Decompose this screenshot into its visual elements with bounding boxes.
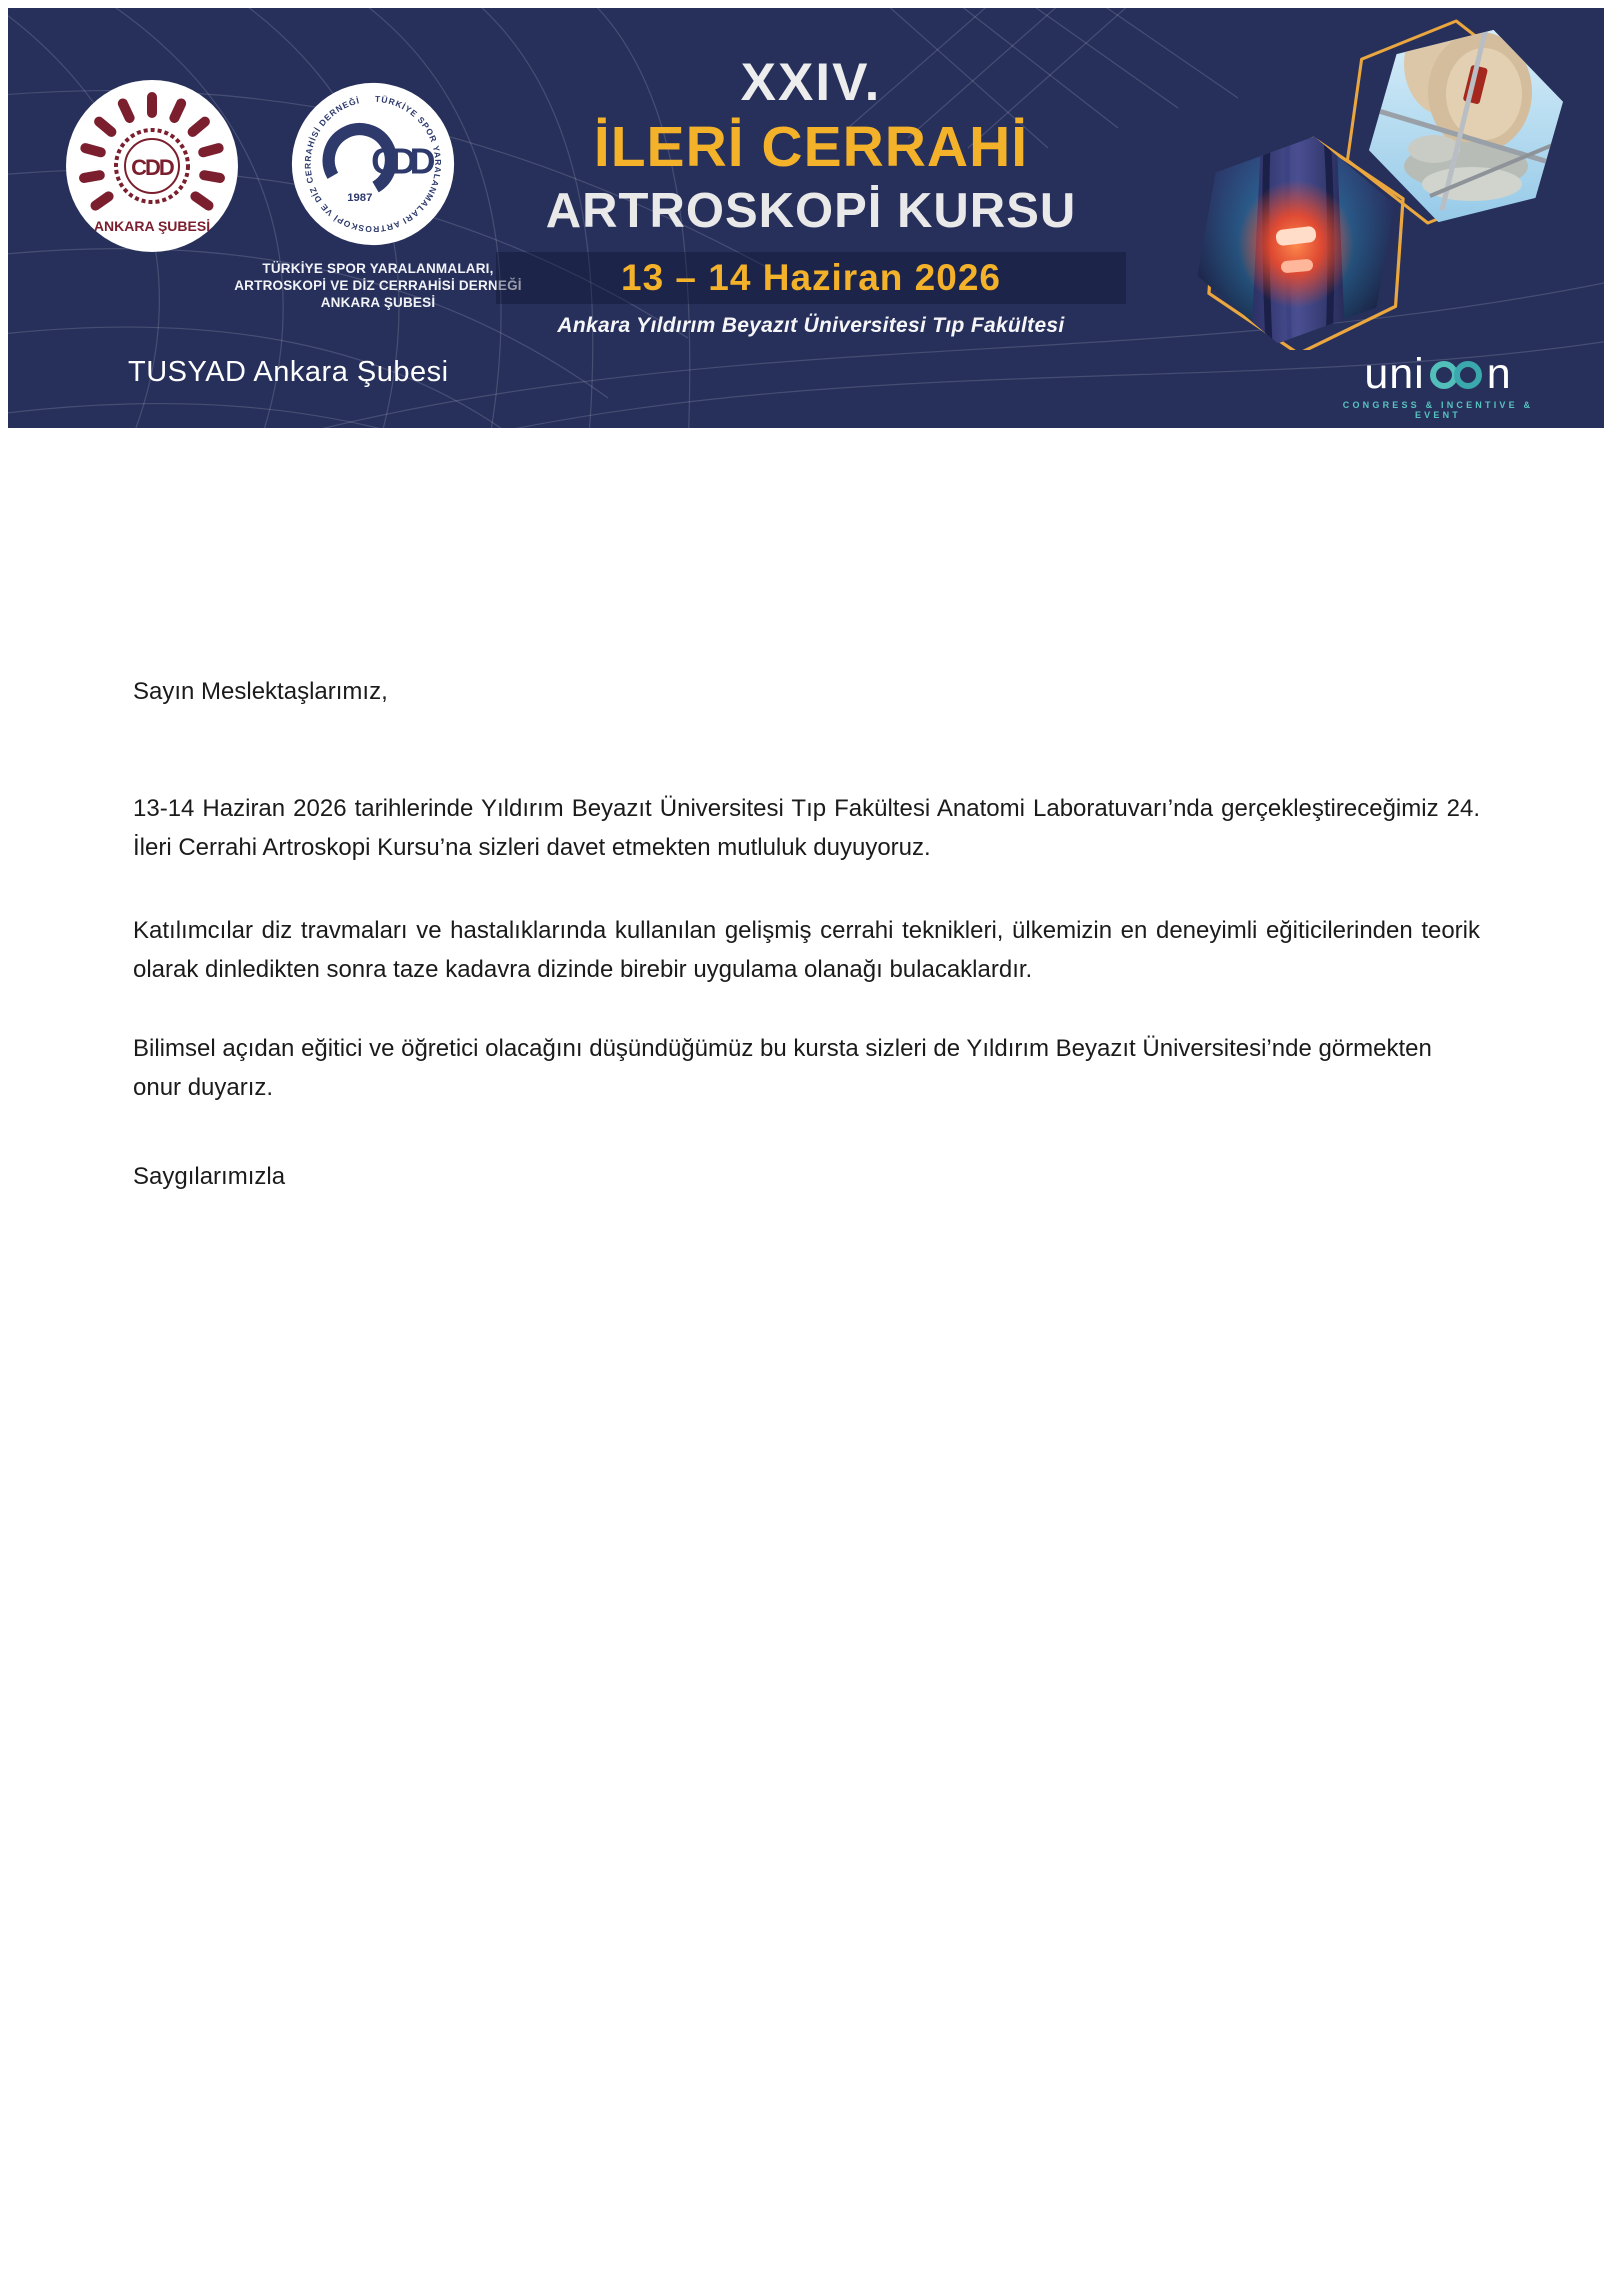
unicon-logo — [1338, 350, 1538, 420]
logo-year: 1987 — [347, 191, 373, 204]
letter-paragraph: Bilimsel açıdan eğitici ve öğretici olacağını düşündüğümüz bu kursta sizleri de Yıldırım Beyazıt Üniversitesi’nde görmekten onur duyarız. — [133, 1035, 1432, 1101]
letter-paragraph: Katılımcılar diz travmaları ve hastalıklarında kullanılan gelişmiş cerrahi teknikleri, ülkemizin en deneyimli eğiticilerinden teorik olarak dinledikten sonra taze kadavra dizinde birebir uygulama olanağı bulacaklardır. — [133, 917, 1480, 983]
course-dates: 13 – 14 Haziran 2026 — [621, 257, 1001, 298]
association-line: TÜRKİYE SPOR YARALANMALARI, — [262, 261, 494, 276]
infinity-icon — [1427, 358, 1485, 392]
course-number: XXIV. — [740, 53, 882, 112]
course-title-line2: ARTROSKOPİ KURSU — [545, 184, 1077, 238]
course-title-block — [408, 53, 1214, 337]
logo-label: ANKARA ŞUBESİ — [93, 218, 211, 234]
letter-paragraph: 13-14 Haziran 2026 tarihlerinde Yıldırım Beyazıt Üniversitesi Tıp Fakültesi Anatomi Laboratuvarı’nda gerçekleştireceğimiz 24. İleri Cerrahi Artroskopi Kursu’na sizleri davet etmekten mutluluk duyuyoruz. — [133, 795, 1480, 861]
header-banner — [8, 8, 1604, 428]
branch-label: TUSYAD Ankara Şubesi — [128, 356, 449, 388]
letter-greeting: Sayın Meslektaşlarımız, — [133, 678, 388, 705]
knee-images-graphic — [1184, 14, 1584, 350]
letter-closing: Saygılarımızla — [133, 1163, 286, 1190]
course-venue: Ankara Yıldırım Beyazıt Üniversitesi Tıp Fakültesi — [557, 314, 1065, 337]
association-line: ANKARA ŞUBESİ — [320, 295, 436, 310]
association-line: ARTROSKOPİ VE DİZ CERRAHİSİ DERNEĞİ — [234, 278, 522, 293]
letter-body — [133, 672, 1480, 1196]
unicon-logo-left: uni — [1364, 350, 1425, 398]
logo-monogram: CDD — [371, 141, 429, 182]
unicon-logo-right: n — [1486, 350, 1512, 398]
logo-ring-text: TÜRKİYE SPOR YARALANMALARI ARTROSKOPİ VE DİZ CERRAHİSİ DERNEĞİ — [302, 93, 444, 235]
unicon-tagline: CONGRESS & INCENTIVE & EVENT — [1342, 400, 1534, 420]
date-band — [496, 252, 1126, 304]
logo-monogram: CDD — [131, 155, 173, 180]
course-title-line1: İLERİ CERRAHİ — [593, 115, 1029, 179]
tusyad-ankara-logo — [64, 78, 240, 254]
